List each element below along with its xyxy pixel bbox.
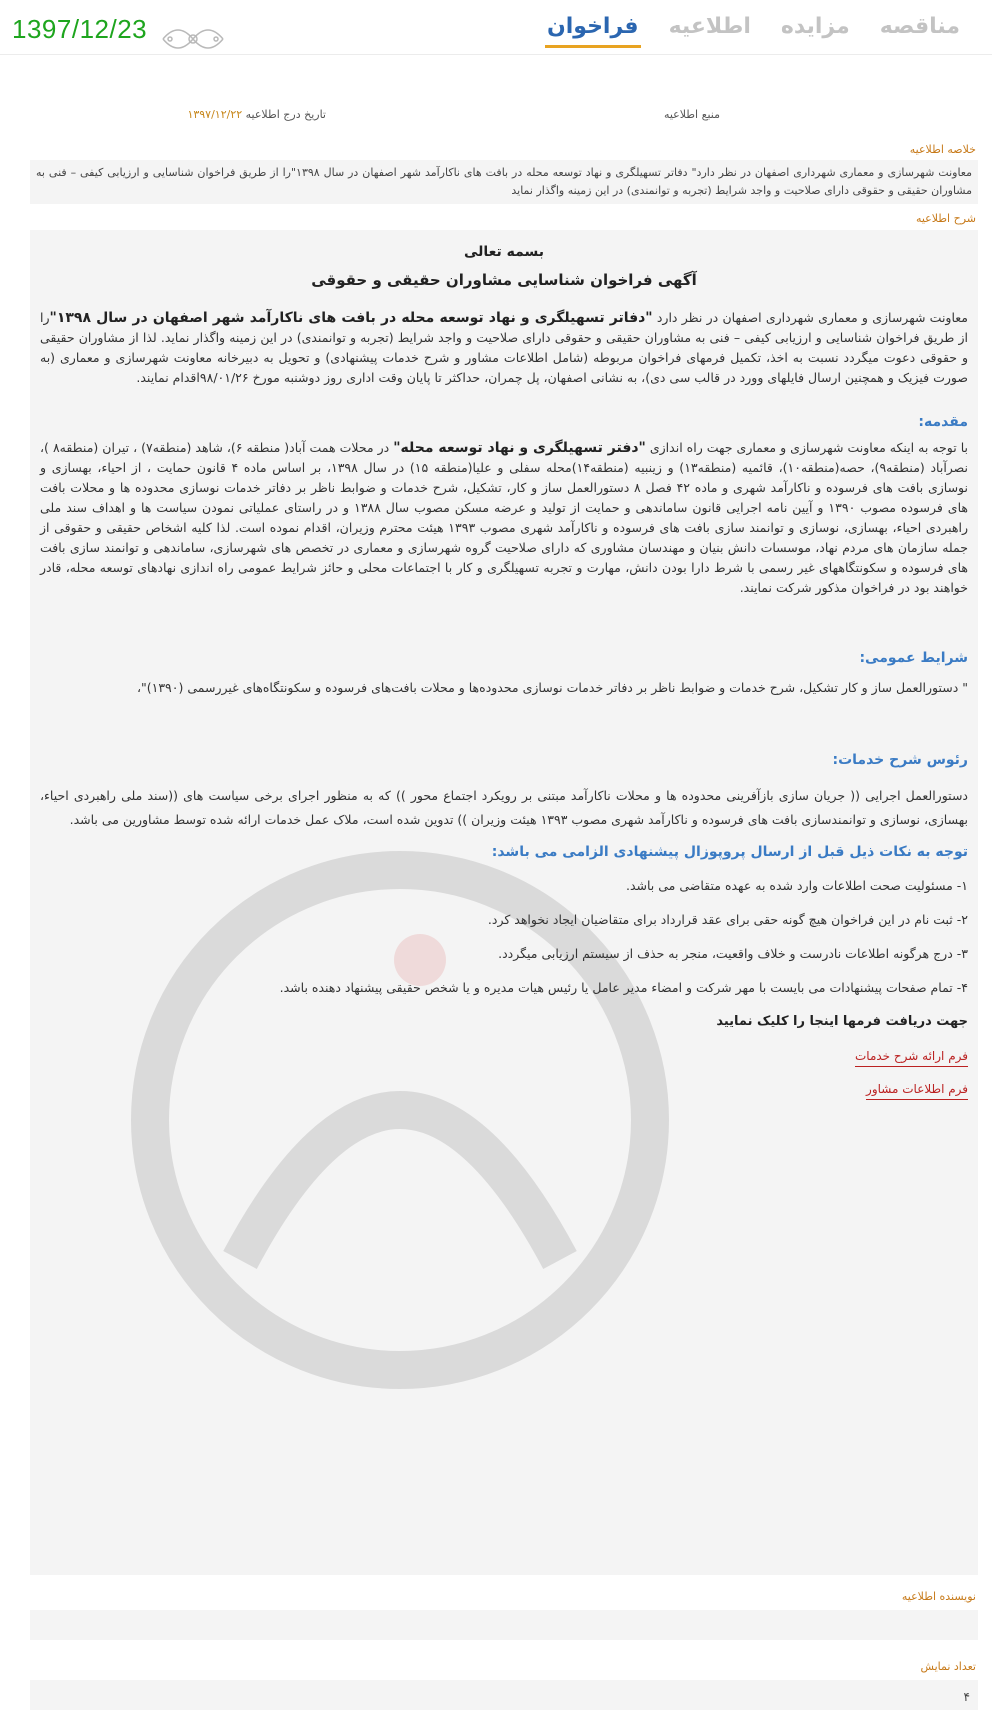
tab-etelaie[interactable]: اطلاعیه xyxy=(668,14,751,39)
intro-text xyxy=(40,438,968,598)
views-count: ۴ xyxy=(963,1690,970,1704)
tab-farakhan[interactable]: فراخوان xyxy=(545,14,641,48)
ornament-icon xyxy=(158,22,228,56)
author-box xyxy=(30,1610,978,1640)
forms-prompt: جهت دریافت فرمها اینجا را کلیک نمایید xyxy=(716,1014,968,1029)
tab-monaghese[interactable]: مناقصه xyxy=(879,14,960,39)
tab-mozayede[interactable]: مزایده xyxy=(780,14,850,39)
detail-intro xyxy=(40,308,968,388)
source-label: منبع اطلاعیه xyxy=(663,108,720,121)
intro-pre: معاونت شهرسازی و معماری شهرداری اصفهان در نظر دارد xyxy=(652,310,969,325)
note-item-1: ۱- مسئولیت صحت اطلاعات وارد شده به عهده متقاضی می باشد. xyxy=(625,878,968,893)
header-date: 1397/12/23 xyxy=(12,14,148,44)
form-link-consultant[interactable]: فرم اطلاعات مشاور xyxy=(866,1079,968,1100)
detail-content xyxy=(30,230,978,1100)
general-heading: شرایط عمومی: xyxy=(859,650,968,666)
note-item-2: ۲- ثبت نام در این فراخوان هیچ گونه حقی برای عقد قرارداد برای متقاضیان ایجاد نخواهد کرد. xyxy=(487,912,968,927)
intro-heading: مقدمه: xyxy=(918,414,968,430)
services-text: دستورالعمل اجرایی (( جریان سازی بازآفرینی محدوده ها و محلات ناکارآمد مبتنی بر رویکرد اجتماع محور )) که به منظور اجرای برخی سیاست های ((سند ملی راهبردی احیاء، بهسازی، نوسازی و توانمندسازی بافت های فرسوده و ناکارآمد شهری مصوب ۱۳۹۳ هیئت وزیران )) تدوین شده است، ملاک عمل خدمات ارائه شده توسط مشاورین می باشد. xyxy=(40,788,968,827)
views-box xyxy=(30,1680,978,1710)
form-link-services[interactable]: فرم ارائه شرح خدمات xyxy=(855,1046,968,1067)
detail-box xyxy=(30,230,978,1575)
date-meta xyxy=(187,108,326,121)
views-label: تعداد نمایش xyxy=(920,1660,976,1673)
author-label: نویسنده اطلاعیه xyxy=(901,1590,976,1603)
summary-text: معاونت شهرسازی و معماری شهرداری اصفهان در نظر دارد" دفاتر تسهیلگری و نهاد توسعه محله در بافت های ناکارآمد شهر اصفهان در سال ۱۳۹۸"را از طریق فراخوان شناسایی و ارزیابی کیفی – فنی به مشاوران حقیقی و حقوقی دارای صلاحیت و واجد شرایط (تجربه و توانمندی) در این زمینه واگذار نماید xyxy=(36,166,972,197)
header-divider xyxy=(0,54,992,55)
summary-label: خلاصه اطلاعیه xyxy=(909,143,976,156)
summary-box xyxy=(30,160,978,204)
intro-text-post: در محلات همت آباد( منطقه ۶)، شاهد (منطقه۷) ، تیران (منطقه۸ )، نصرآباد (منطقه۹)، حصه(منطقه۱۰)، قائمیه (منطقه۱۳) و زینبیه (منطقه۱۴)محله سفلی و علیا(منطقه ۱۵) در سال ۱۳۹۸، بر اساس ماده ۴ قانون حمایت ، از احیاء، بهسازی و نوسازی بافت های فرسوده و ناکارآمد شهری و ماده ۴۲ فصل ۸ دستورالعمل ساز و کار، تشکیل، شرح خدمات و ضوابط ناظر بر دفاتر خدمات نوسازی محدوده ها و محلات بافت های فرسوده مصوب ۱۳۹۰ و آیین نامه اجرایی قانون ساماندهی و حمایت از تولید و عرضه مسکن مصوب سال ۱۳۸۸ و در راستای عملیاتی نمودن سیاست ها و اهداف سند ملی راهبردی احیاء، بهسازی، نوسازی و توانمند سازی بافت های فرسوده و ناکارآمد شهری مصوب ۱۳۹۳ هیئت محترم وزیران، اقدام نموده است. لذا کلیه اشخاص حقیقی و حقوقی از جمله سازمان های مردم نهاد، موسسات دانش بنیان و مهندسان مشاوری که دارای صلاحیت گروه شهرسازی و معماری در تخصص های شهرسازی، ساماندهی و توانمند سازی بافت های فرسوده و سکونتگاههای غیر رسمی با شرط دارا بودن دانش، مهارت و تجربه تسهیلگری و کار با اجتماعات محلی و حائز شرایط عمومی راه اندازی نهادهای توسعه محله، قادر خواهند بود در فراخوان مذکور شرکت نمایند. xyxy=(40,440,969,595)
note-item-4: ۴- تمام صفحات پیشنهادات می بایست با مهر شرکت و امضاء مدیر عامل یا رئیس هیات مدیره و یا شخص حقیقی پیشنهاد دهنده باشد. xyxy=(279,980,968,995)
services-heading: رئوس شرح خدمات: xyxy=(832,752,968,768)
category-tabs xyxy=(545,14,962,48)
intro-text-pre: با توجه به اینکه معاونت شهرسازی و معماری جهت راه اندازی xyxy=(645,440,968,455)
notes-heading: توجه به نکات ذیل قبل از ارسال پروپوزال پیشنهادی الزامی می باشد: xyxy=(491,844,968,860)
detail-title: بسمه تعالی xyxy=(463,244,545,260)
intro-text-bold: "دفتر تسهیلگری و نهاد توسعه محله" xyxy=(393,440,646,456)
detail-label: شرح اطلاعیه xyxy=(915,212,976,225)
general-text: " دستورالعمل ساز و کار تشکیل، شرح خدمات و ضوابط ناظر بر دفاتر خدمات نوسازی محدوده‌ها و محلات بافت‌های فرسوده و سکونتگاه‌های غیررسمی (۱۳۹۰)"، xyxy=(136,680,968,695)
detail-subtitle: آگهی فراخوان شناسایی مشاوران حقیقی و حقوقی xyxy=(311,271,697,289)
intro-post: را از طریق فراخوان شناسایی و ارزیابی کیفی – فنی به مشاوران حقیقی و حقوقی دارای صلاحیت و واجد شرایط (تجربه و توانمندی) در این زمینه واگذار نماید. لذا از مشاوران حقیقی و حقوقی دعوت میگردد نسبت به اخذ، تکمیل فرمهای فراخوان مربوطه (شامل اطلاعات مشاور و شرح خدمات پیشنهادی) و تحویل به دبیرخانه معاونت شهرسازی و معماری (به صورت فیزیک و همچنین ارسال فایلهای وورد در قالب سی دی)، به نشانی اصفهان، پل چمران، حداکثر تا پایان وقت اداری روز دوشنبه مورخ ۹۸/۰۱/۲۶اقدام نمایند. xyxy=(40,310,968,385)
date-value: ۱۳۹۷/۱۲/۲۲ xyxy=(187,108,243,121)
intro-bold: "دفاتر تسهیلگری و نهاد توسعه محله در بافت های ناکارآمد شهر اصفهان در سال ۱۳۹۸" xyxy=(49,310,653,326)
note-item-3: ۳- درج هرگونه اطلاعات نادرست و خلاف واقعیت، منجر به حذف از سیستم ارزیابی میگردد. xyxy=(498,946,968,961)
date-label: تاریخ درج اطلاعیه xyxy=(245,108,326,121)
